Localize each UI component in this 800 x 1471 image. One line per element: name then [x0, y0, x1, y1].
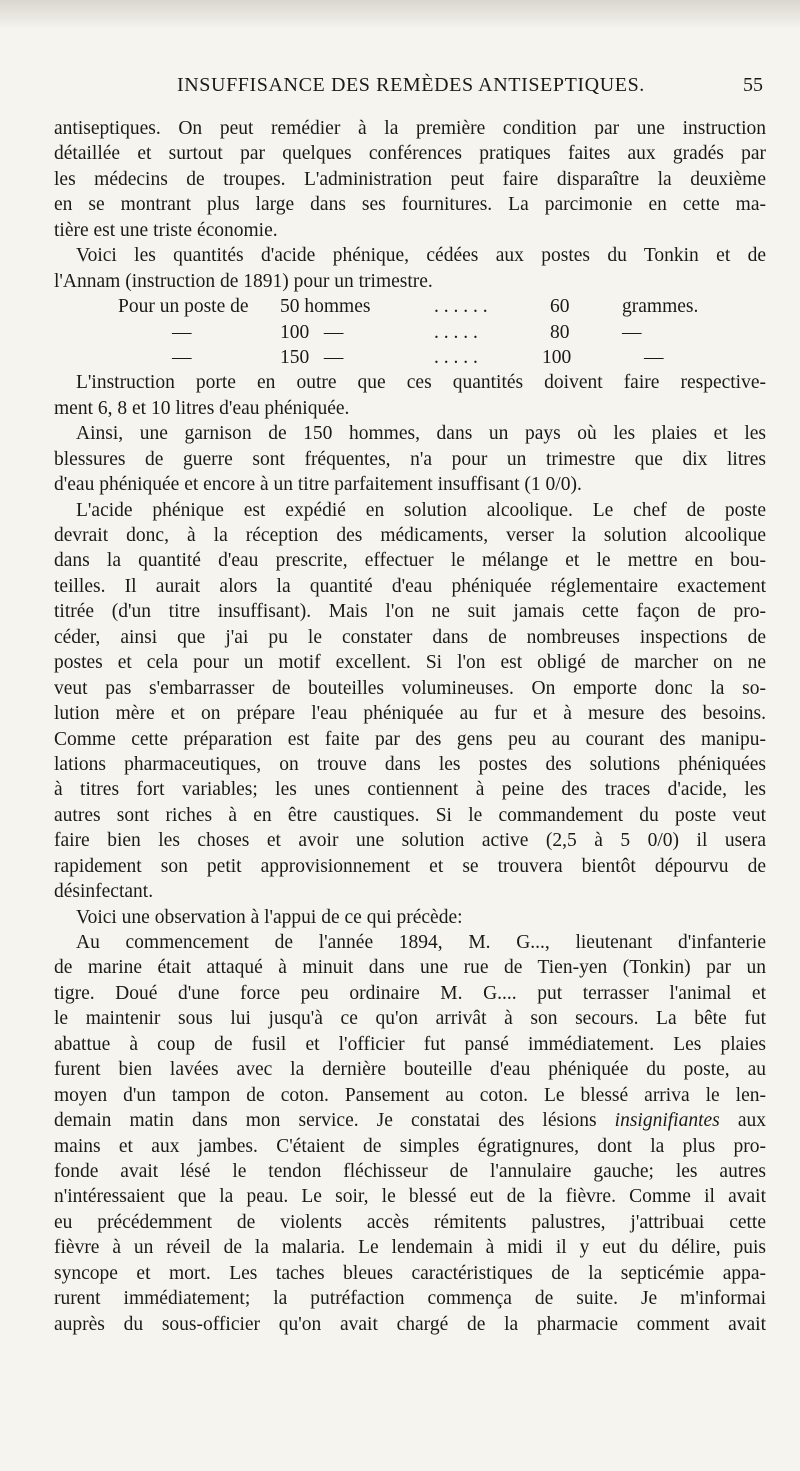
text-line — [54, 1108, 766, 1133]
body-text — [54, 116, 766, 1337]
text-line: autres sont riches à en être caustiques. Si le commandement du poste veut — [54, 804, 766, 826]
table-cell-men-value: 50 — [280, 296, 300, 318]
text-line: fonde avait lésé le tendon fléchisseur de l'annulaire gauche; les autres — [54, 1160, 766, 1182]
text-line: tière est une triste économie. — [54, 219, 278, 241]
text-line-part: aux — [737, 1110, 766, 1132]
text-line: tigre. Doué d'une force peu ordinaire M. G.... put terrasser l'animal et — [54, 982, 766, 1004]
table-cell-label: — — [172, 321, 192, 343]
text-line: Voici une observation à l'appui de ce qui précède: — [76, 906, 463, 928]
text-line: rapidement son petit approvisionnement et se trouvera bientôt dépourvu de — [54, 855, 766, 877]
table-cell-men — [280, 345, 343, 370]
table-cell-label: — — [172, 346, 192, 368]
text-line: Au commencement de l'année 1894, M. G..., lieutenant d'infanterie — [76, 932, 766, 953]
table-row — [54, 320, 766, 345]
table-cell-dots: . . . . . — [434, 346, 478, 368]
text-line: L'instruction porte en outre que ces quantités doivent faire respective- — [76, 372, 766, 394]
text-line: mains et aux jambes. C'étaient de simples égratignures, dont la plus pro- — [54, 1135, 766, 1157]
text-line: furent bien lavées avec la dernière bouteille d'eau phéniquée du poste, au — [54, 1059, 766, 1081]
text-line: désinfectant. — [54, 881, 154, 903]
table-cell-dots: . . . . . — [434, 321, 478, 343]
text-line: ment 6, 8 et 10 litres d'eau phéniquée. — [54, 397, 350, 419]
text-line: d'eau phéniquée et encore à un titre parfaitement insuffisant (1 0/0). — [54, 474, 582, 496]
text-line: veut pas s'embarrasser de bouteilles volumineuses. On emporte donc la so- — [54, 677, 766, 699]
text-line: n'intéressaient que la peau. Le soir, le blessé eut de la fièvre. Comme il avait — [54, 1186, 766, 1208]
text-line: abattue à coup de fusil et l'officier fut pansé immédiatement. Les plaies — [54, 1033, 766, 1055]
text-line: lution mère et on prépare l'eau phéniquée au fur et à mesure des besoins. — [54, 703, 766, 725]
text-line: lations pharmaceutiques, on trouve dans les postes des solutions phéniquées — [54, 753, 766, 775]
text-line: les médecins de troupes. L'administration peut faire disparaître la deuxième — [54, 168, 766, 190]
running-title: INSUFFISANCE DES REMÈDES ANTISEPTIQUES. — [177, 74, 645, 96]
text-line: en se montrant plus large dans ses fournitures. La parcimonie en cette ma- — [54, 194, 766, 216]
text-line: teilles. Il aurait alors la quantité d'eau phéniquée réglementaire exactement — [54, 575, 766, 597]
text-line: le maintenir sous lui jusqu'à ce qu'on arrivât à son secours. La bête fut — [54, 1008, 766, 1030]
table-row — [54, 345, 766, 370]
text-line: devrait donc, à la réception des médicaments, verser la solution alcoolique — [54, 525, 766, 546]
text-line: dans la quantité d'eau prescrite, effectuer le mélange et le mettre en bou- — [54, 550, 766, 572]
text-line: fièvre à un réveil de la malaria. Le lendemain à midi il y eut du délire, puis — [54, 1237, 766, 1259]
text-line: rurent immédiatement; la putréfaction commença de suite. Je m'informai — [54, 1288, 766, 1310]
table-cell-qty: 100 — [542, 346, 572, 368]
text-line: l'Annam (instruction de 1891) pour un trimestre. — [54, 270, 433, 292]
text-line-part: demain matin dans mon service. Je constatai des lésions — [54, 1110, 597, 1132]
text-line: détaillée et surtout par quelques conférences pratiques faites aux gradés par — [54, 143, 766, 165]
text-line: Comme cette préparation est faite par des gens peu au courant des manipu- — [54, 728, 766, 750]
running-head — [0, 74, 800, 104]
text-line: faire bien les choses et avoir une solution active (2,5 à 5 0/0) il usera — [54, 830, 766, 852]
text-line: blessures de guerre sont fréquentes, n'a pour un trimestre que dix litres — [54, 448, 766, 470]
table-cell-men-value: 100 — [280, 321, 310, 343]
table-cell-men-unit: hommes — [304, 296, 371, 318]
text-line: syncope et mort. Les taches bleues caractéristiques de la septicémie appa- — [54, 1262, 766, 1284]
text-line: de marine était attaqué à minuit dans une rue de Tien-yen (Tonkin) par un — [54, 957, 766, 979]
text-line: antiseptiques. On peut remédier à la première condition par une instruction — [54, 118, 766, 139]
text-line: moyen d'un tampon de coton. Pansement au coton. Le blessé arriva le len- — [54, 1084, 766, 1106]
text-line: à titres fort variables; les unes contiennent à peine des traces d'acide, les — [54, 779, 766, 801]
table-cell-qty-unit: — — [622, 321, 642, 343]
page-number: 55 — [743, 74, 763, 96]
table-cell-men-unit: — — [323, 321, 344, 343]
table-cell-men — [280, 294, 370, 319]
table-cell-dots: . . . . . . — [434, 296, 488, 318]
text-line: postes et cela pour un motif excellent. Si l'on est obligé de marcher on ne — [54, 652, 766, 674]
table-cell-qty: 80 — [550, 321, 570, 343]
page-edge-shadow — [0, 0, 800, 30]
text-line: L'acide phénique est expédié en solution alcoolique. Le chef de poste — [76, 499, 766, 521]
emphasis-text: insignifiantes — [614, 1110, 720, 1132]
table-cell-qty-unit: — — [644, 346, 664, 368]
text-line: eu précédemment de violents accès rémitents palustres, j'attribuai cette — [54, 1211, 766, 1233]
table-cell-qty-unit: grammes. — [622, 296, 699, 318]
table-cell-men-unit: — — [323, 346, 344, 368]
table-cell-men — [280, 320, 343, 345]
table-row — [54, 294, 766, 319]
text-line: céder, ainsi que j'ai pu le constater dans de nombreuses inspections de — [54, 626, 766, 648]
table-cell-label: Pour un poste de — [118, 296, 249, 318]
table-cell-qty: 60 — [550, 296, 570, 318]
table-cell-men-value: 150 — [280, 346, 310, 368]
text-line: auprès du sous-officier qu'on avait chargé de la pharmacie comment avait — [54, 1313, 766, 1335]
text-line: Voici les quantités d'acide phénique, cédées aux postes du Tonkin et de — [76, 245, 766, 267]
text-line: Ainsi, une garnison de 150 hommes, dans un pays où les plaies et les — [76, 423, 766, 445]
text-line: titrée (d'un titre insuffisant). Mais l'on ne suit jamais cette façon de pro- — [54, 601, 766, 623]
